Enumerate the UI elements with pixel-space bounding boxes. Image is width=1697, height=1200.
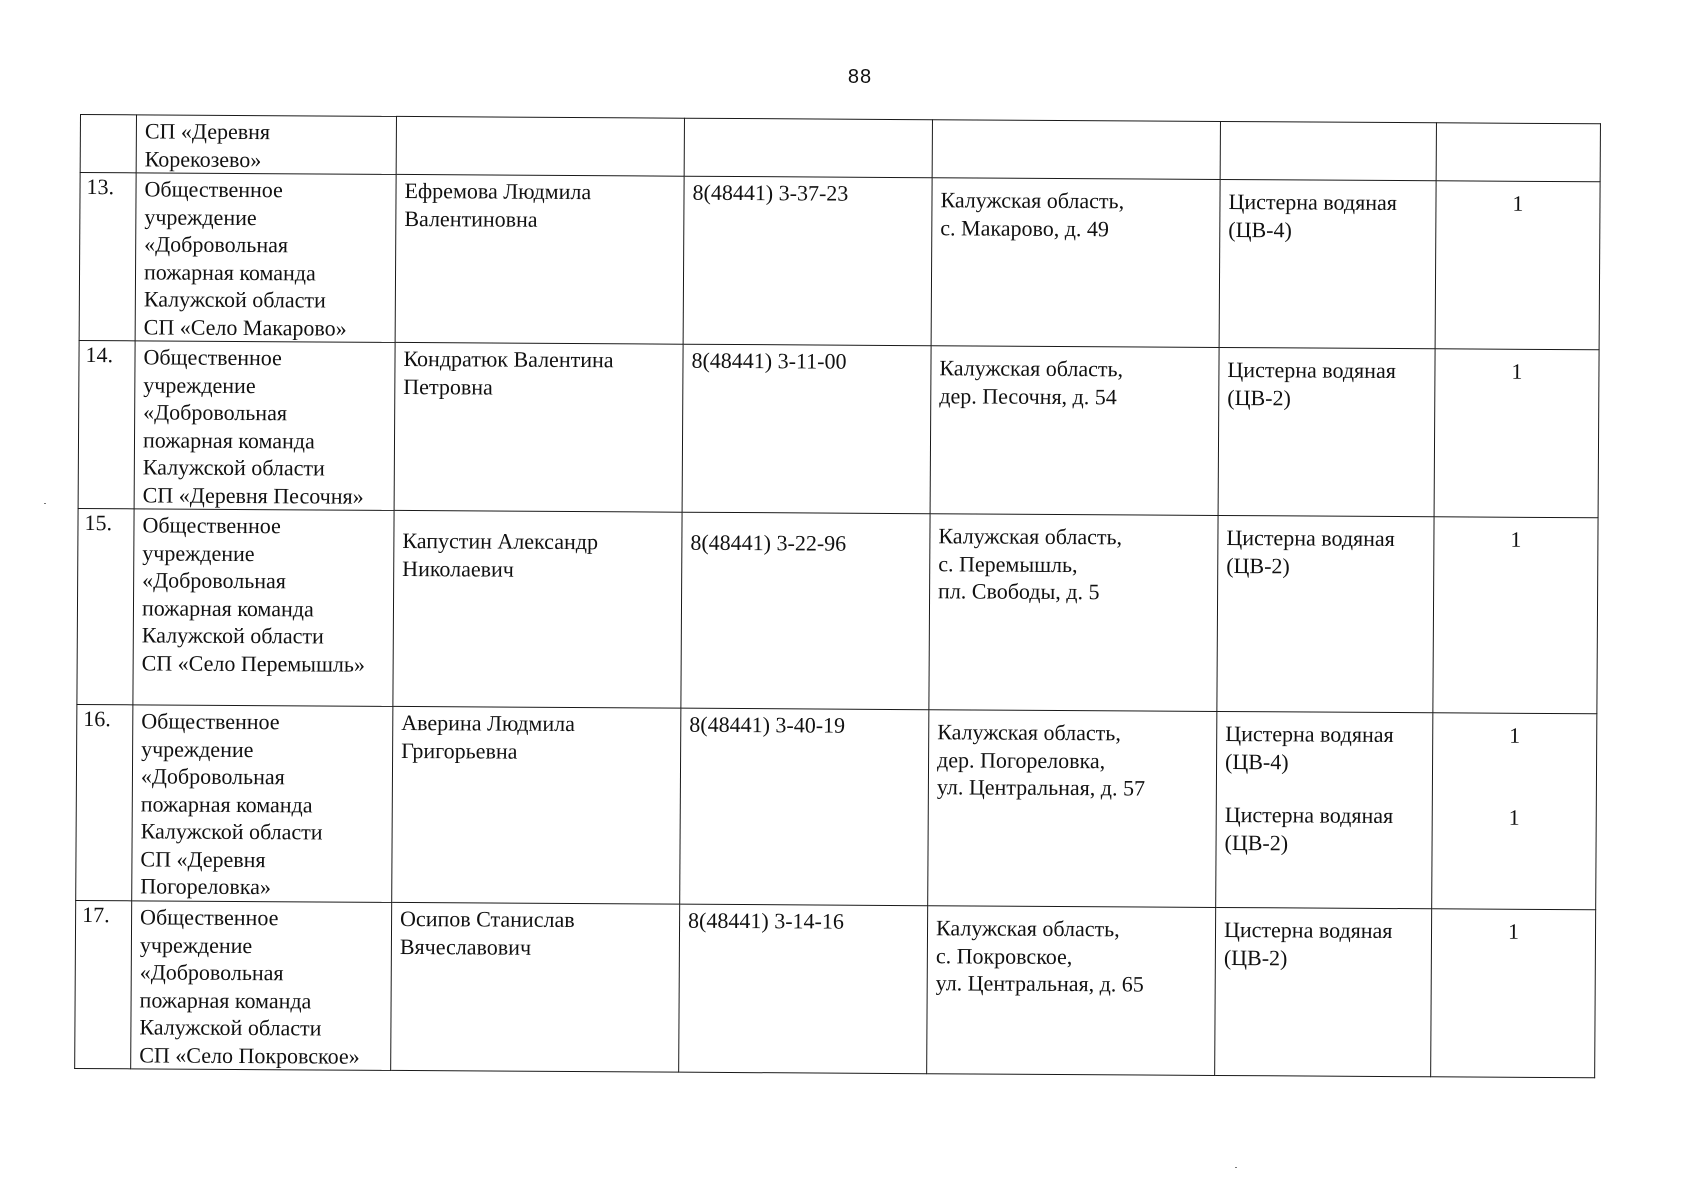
- cell-vehicle: [1217, 515, 1434, 712]
- cell-head: [395, 174, 684, 344]
- vehicle-qty: 1: [1507, 918, 1520, 944]
- head-name: Осипов Станислав Вячеславович: [399, 905, 575, 960]
- cell-address: [927, 906, 1216, 1076]
- table-row: [78, 340, 1599, 517]
- vehicle-qty: 1: [1508, 804, 1520, 830]
- row-number: 17.: [82, 902, 110, 928]
- vehicle-qty: 1: [1509, 722, 1521, 748]
- address-text: Калужская область, дер. Погореловка, ул. Центральная, д. 57: [936, 719, 1146, 801]
- cell-num: [79, 173, 136, 341]
- cell-num: [77, 508, 134, 704]
- cell-address: [928, 710, 1217, 908]
- head-name: Ефремова Людмила Валентиновна: [404, 177, 592, 232]
- table-row: [75, 900, 1596, 1077]
- cell-qty: [1431, 909, 1596, 1078]
- organization-text: Общественное учреждение «Добровольная пожарная команда Калужской области СП «Село Макарово»: [143, 176, 347, 341]
- cell-num: [78, 340, 135, 508]
- cell-qty: [1432, 713, 1597, 910]
- table-row-continuation: [80, 115, 1600, 182]
- cell-phone: [684, 118, 932, 178]
- vehicle-name: Цистерна водяная (ЦВ-4): [1224, 721, 1394, 774]
- cell-vehicle: [1218, 347, 1435, 516]
- address-text: Калужская область, дер. Песочня, д. 54: [939, 355, 1124, 409]
- table-row: [79, 173, 1600, 350]
- vehicle-name: Цистерна водяная (ЦВ-2): [1227, 357, 1396, 410]
- vehicle-qty: 1: [1512, 190, 1524, 216]
- cell-head: [391, 902, 680, 1072]
- cell-vehicle: [1219, 179, 1436, 348]
- cell-organization: [133, 509, 394, 707]
- row-number: 13.: [86, 174, 115, 200]
- table-row: [76, 704, 1597, 909]
- vehicle-qty: 1: [1511, 358, 1523, 384]
- cell-address: [929, 514, 1218, 712]
- fire-brigade-table: [74, 114, 1601, 1078]
- cell-vehicle: [1220, 121, 1436, 180]
- cell-head: [394, 342, 683, 512]
- cell-organization: [136, 115, 396, 175]
- scan-speck: [44, 503, 46, 504]
- table-row: [77, 508, 1598, 713]
- row-number: 16.: [83, 706, 111, 732]
- phone-number: 8(48441) 3-14-16: [688, 907, 844, 934]
- page-number: 88: [847, 66, 873, 88]
- cell-head: [392, 706, 681, 904]
- vehicle-name: Цистерна водяная (ЦВ-2): [1226, 525, 1395, 578]
- cell-phone: [683, 176, 932, 346]
- vehicle-qty: 1: [1510, 526, 1522, 552]
- cell-head: [393, 510, 682, 708]
- cell-num: [76, 704, 133, 900]
- head-name: Капустин Александр Николаевич: [402, 527, 599, 582]
- cell-vehicle: [1216, 711, 1433, 908]
- scan-speck: [1235, 1167, 1237, 1168]
- row-number: 14.: [85, 342, 114, 368]
- cell-num: [80, 115, 136, 173]
- vehicle-name: Цистерна водяная (ЦВ-2): [1223, 917, 1393, 970]
- cell-qty: [1435, 181, 1600, 350]
- cell-organization: [131, 901, 392, 1071]
- cell-organization: [134, 341, 395, 511]
- address-text: Калужская область, с. Макарово, д. 49: [940, 187, 1125, 241]
- organization-text: Общественное учреждение «Добровольная пожарная команда Калужской области СП «Село Перемышль»: [141, 512, 366, 677]
- cell-phone: [680, 708, 929, 906]
- cell-address: [932, 120, 1220, 180]
- cell-qty: [1433, 517, 1598, 714]
- phone-number: 8(48441) 3-40-19: [689, 711, 846, 738]
- cell-address: [930, 346, 1219, 516]
- address-text: Калужская область, с. Перемышль, пл. Свободы, д. 5: [938, 523, 1123, 605]
- cell-phone: [682, 344, 931, 514]
- vehicle-name: Цистерна водяная (ЦВ-4): [1228, 189, 1397, 242]
- cell-head: [396, 116, 684, 176]
- cell-address: [931, 178, 1220, 348]
- cell-num: [75, 900, 132, 1068]
- organization-text: Общественное учреждение «Добровольная пожарная команда Калужской области СП «Село Покровское»: [139, 904, 360, 1069]
- head-name: Кондратюк Валентина Петровна: [403, 345, 614, 400]
- organization-text: Общественное учреждение «Добровольная пожарная команда Калужской области СП «Деревня Погореловка»: [140, 708, 323, 900]
- phone-number: 8(48441) 3-11-00: [691, 347, 847, 374]
- vehicle-name: Цистерна водяная (ЦВ-2): [1224, 802, 1394, 855]
- cell-phone: [679, 904, 928, 1074]
- head-name: Аверина Людмила Григорьевна: [401, 709, 575, 764]
- phone-number: 8(48441) 3-22-96: [690, 529, 847, 556]
- cell-qty: [1434, 349, 1599, 518]
- cell-organization: [132, 705, 393, 903]
- organization-text: Общественное учреждение «Добровольная пожарная команда Калужской области СП «Деревня Песочня»: [142, 344, 364, 509]
- cell-vehicle: [1215, 907, 1432, 1076]
- cell-qty: [1436, 123, 1600, 182]
- cell-organization: [135, 173, 396, 343]
- row-number: 15.: [84, 510, 113, 536]
- address-text: Калужская область, с. Покровское, ул. Центральная, д. 65: [935, 915, 1144, 997]
- phone-number: 8(48441) 3-37-23: [692, 179, 849, 206]
- organization-text: СП «Деревня Корекозево»: [144, 118, 271, 172]
- cell-phone: [681, 512, 930, 710]
